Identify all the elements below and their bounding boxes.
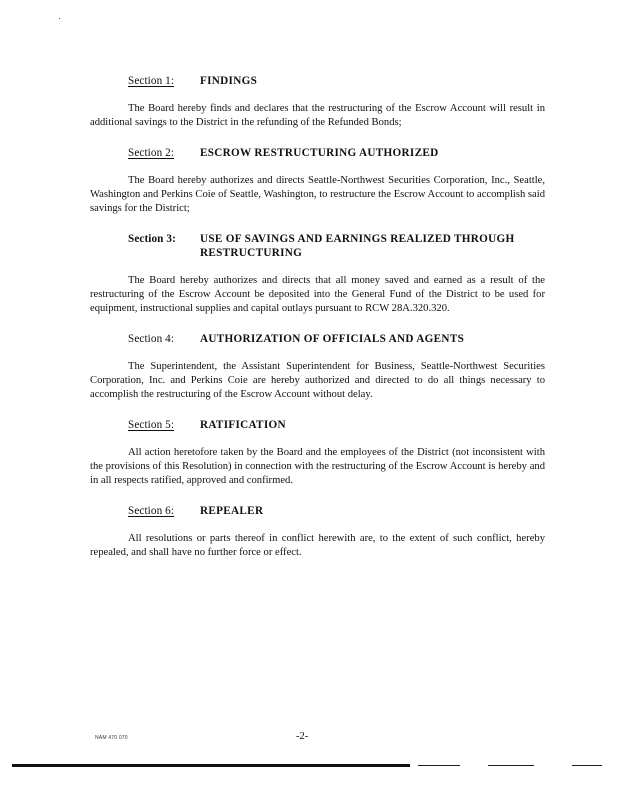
section-5-paragraph: All action heretofore taken by the Board and the employees of the District (not inconsistent with the provisions of this Resolution) in connection with the restructuring of the Escrow Account is hereby and in all respects ratified, approved and confirmed. <box>90 447 545 486</box>
footer-rule <box>12 764 410 767</box>
section-1-title: FINDINGS <box>200 75 258 87</box>
footer-rule-segment <box>418 765 460 766</box>
section-5-label: Section 5: <box>128 419 175 431</box>
section-3-label: Section 3: <box>128 233 176 245</box>
section-2-title: ESCROW RESTRUCTURING AUTHORIZED <box>200 147 439 159</box>
page-number: -2- <box>296 731 309 742</box>
section-6-label: Section 6: <box>128 505 175 517</box>
document-body <box>90 74 545 560</box>
section-2-label: Section 2: <box>128 147 175 159</box>
section-4-title: AUTHORIZATION OF OFFICIALS AND AGENTS <box>200 333 465 345</box>
section-6-paragraph: All resolutions or parts thereof in conflict herewith are, to the extent of such conflict, hereby repealed, and shall have no further force or effect. <box>90 533 545 558</box>
scan-speck <box>59 18 60 19</box>
section-6-title: REPEALER <box>200 505 264 517</box>
section-4-paragraph: The Superintendent, the Assistant Superintendent for Business, Seattle-Northwest Securities Corporation, Inc. and Perkins Coie are hereby authorized and directed to do all things necessary to accomplish the restructuring of the Escrow Account without delay. <box>90 361 545 400</box>
footer-rule-segment <box>488 765 534 766</box>
section-3-paragraph: The Board hereby authorizes and directs that all money saved and earned as a result of the restructuring of the Escrow Account be deposited into the General Fund of the District to be used for equipment, instructional supplies and capital outlays pursuant to RCW 28A.320.320. <box>90 275 545 314</box>
section-2-heading <box>128 146 545 160</box>
section-1-heading <box>128 74 545 88</box>
section-6-heading <box>128 504 545 518</box>
section-5-title: RATIFICATION <box>200 419 286 431</box>
section-1-paragraph: The Board hereby finds and declares that the restructuring of the Escrow Account will result in additional savings to the District in the refunding of the Refunded Bonds; <box>90 103 545 128</box>
section-3-title: USE OF SAVINGS AND EARNINGS REALIZED THROUGH RESTRUCTURING <box>200 233 515 259</box>
section-1-label: Section 1: <box>128 75 175 87</box>
section-4-heading <box>128 332 545 346</box>
footer-rule-segment <box>572 765 602 766</box>
section-2-paragraph: The Board hereby authorizes and directs Seattle-Northwest Securities Corporation, Inc., Seattle, Washington and Perkins Coie of Seattle, Washington, to restructure the Escrow Account to accomplish said savings for the District; <box>90 175 545 214</box>
section-4-label: Section 4: <box>128 333 175 345</box>
footer-document-code: NAM 470 070 <box>95 735 128 741</box>
section-5-heading <box>128 418 545 432</box>
section-3-heading <box>128 232 545 260</box>
